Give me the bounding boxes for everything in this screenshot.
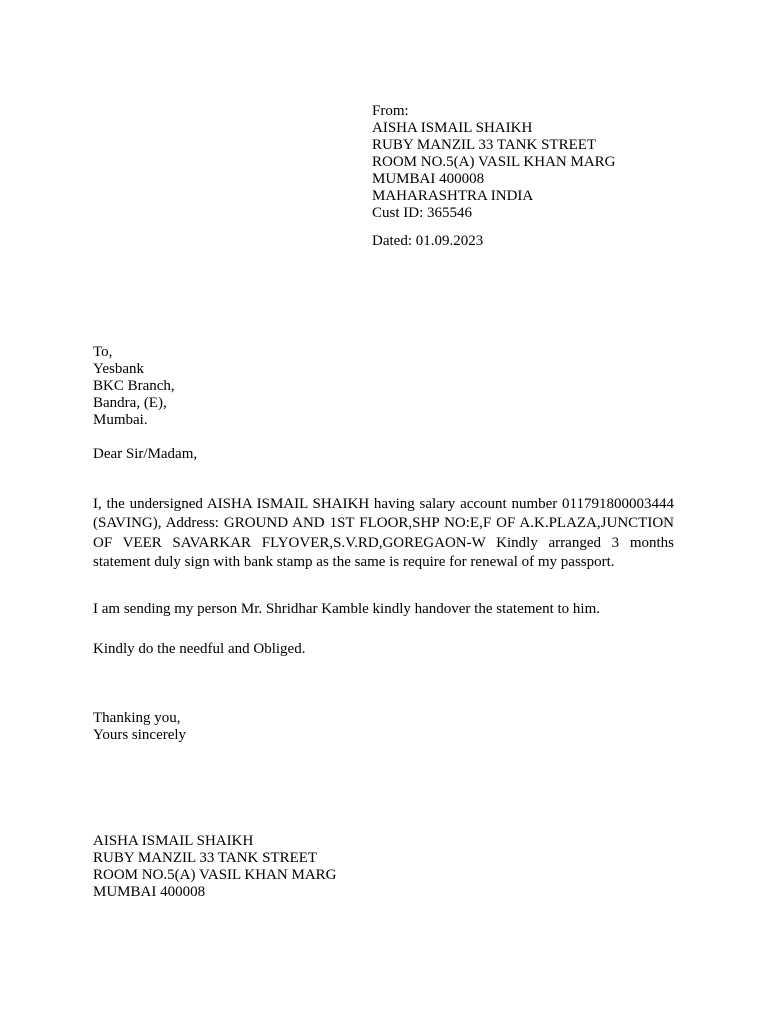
sender-address-block	[372, 103, 616, 222]
signature-address-line2: ROOM NO.5(A) VASIL KHAN MARG	[93, 867, 337, 883]
letter-date: Dated: 01.09.2023	[372, 233, 484, 249]
sender-city: MUMBAI 400008	[372, 171, 485, 187]
body-paragraph-needful: Kindly do the needful and Obliged.	[93, 641, 306, 657]
closing-thanks: Thanking you,	[93, 710, 181, 726]
recipient-address-block	[93, 344, 175, 429]
recipient-bank: Yesbank	[93, 361, 144, 377]
signature-name: AISHA ISMAIL SHAIKH	[93, 833, 254, 849]
sender-address-line1: RUBY MANZIL 33 TANK STREET	[372, 137, 597, 153]
signature-city: MUMBAI 400008	[93, 884, 206, 900]
closing-block	[93, 710, 186, 744]
signature-address-line1: RUBY MANZIL 33 TANK STREET	[93, 850, 318, 866]
recipient-branch: BKC Branch,	[93, 378, 175, 394]
sender-address-line2: ROOM NO.5(A) VASIL KHAN MARG	[372, 154, 616, 170]
sender-state-country: MAHARASHTRA INDIA	[372, 188, 534, 204]
recipient-city: Mumbai.	[93, 412, 148, 428]
closing-sign-off: Yours sincerely	[93, 727, 187, 743]
salutation: Dear Sir/Madam,	[93, 446, 198, 462]
signature-block	[93, 833, 337, 901]
body-paragraph-sending: I am sending my person Mr. Shridhar Kamble kindly handover the statement to him.	[93, 601, 600, 617]
body-paragraph-request: I, the undersigned AISHA ISMAIL SHAIKH having salary account number 011791800003444 (SAVING), Address: GROUND AND 1ST FLOOR,SHP NO:E,F OF A.K.PLAZA,JUNCTION OF VEER SAVARKAR FLYOVER,S.V.RD,GOREGAON-W Kindly arranged 3 months statement duly sign with bank stamp as the same is require for renewal of my passport.	[93, 496, 674, 570]
from-label: From:	[372, 103, 409, 119]
sender-cust-id: Cust ID: 365546	[372, 205, 473, 221]
sender-name: AISHA ISMAIL SHAIKH	[372, 120, 533, 136]
to-label: To,	[93, 344, 113, 360]
recipient-area: Bandra, (E),	[93, 395, 167, 411]
